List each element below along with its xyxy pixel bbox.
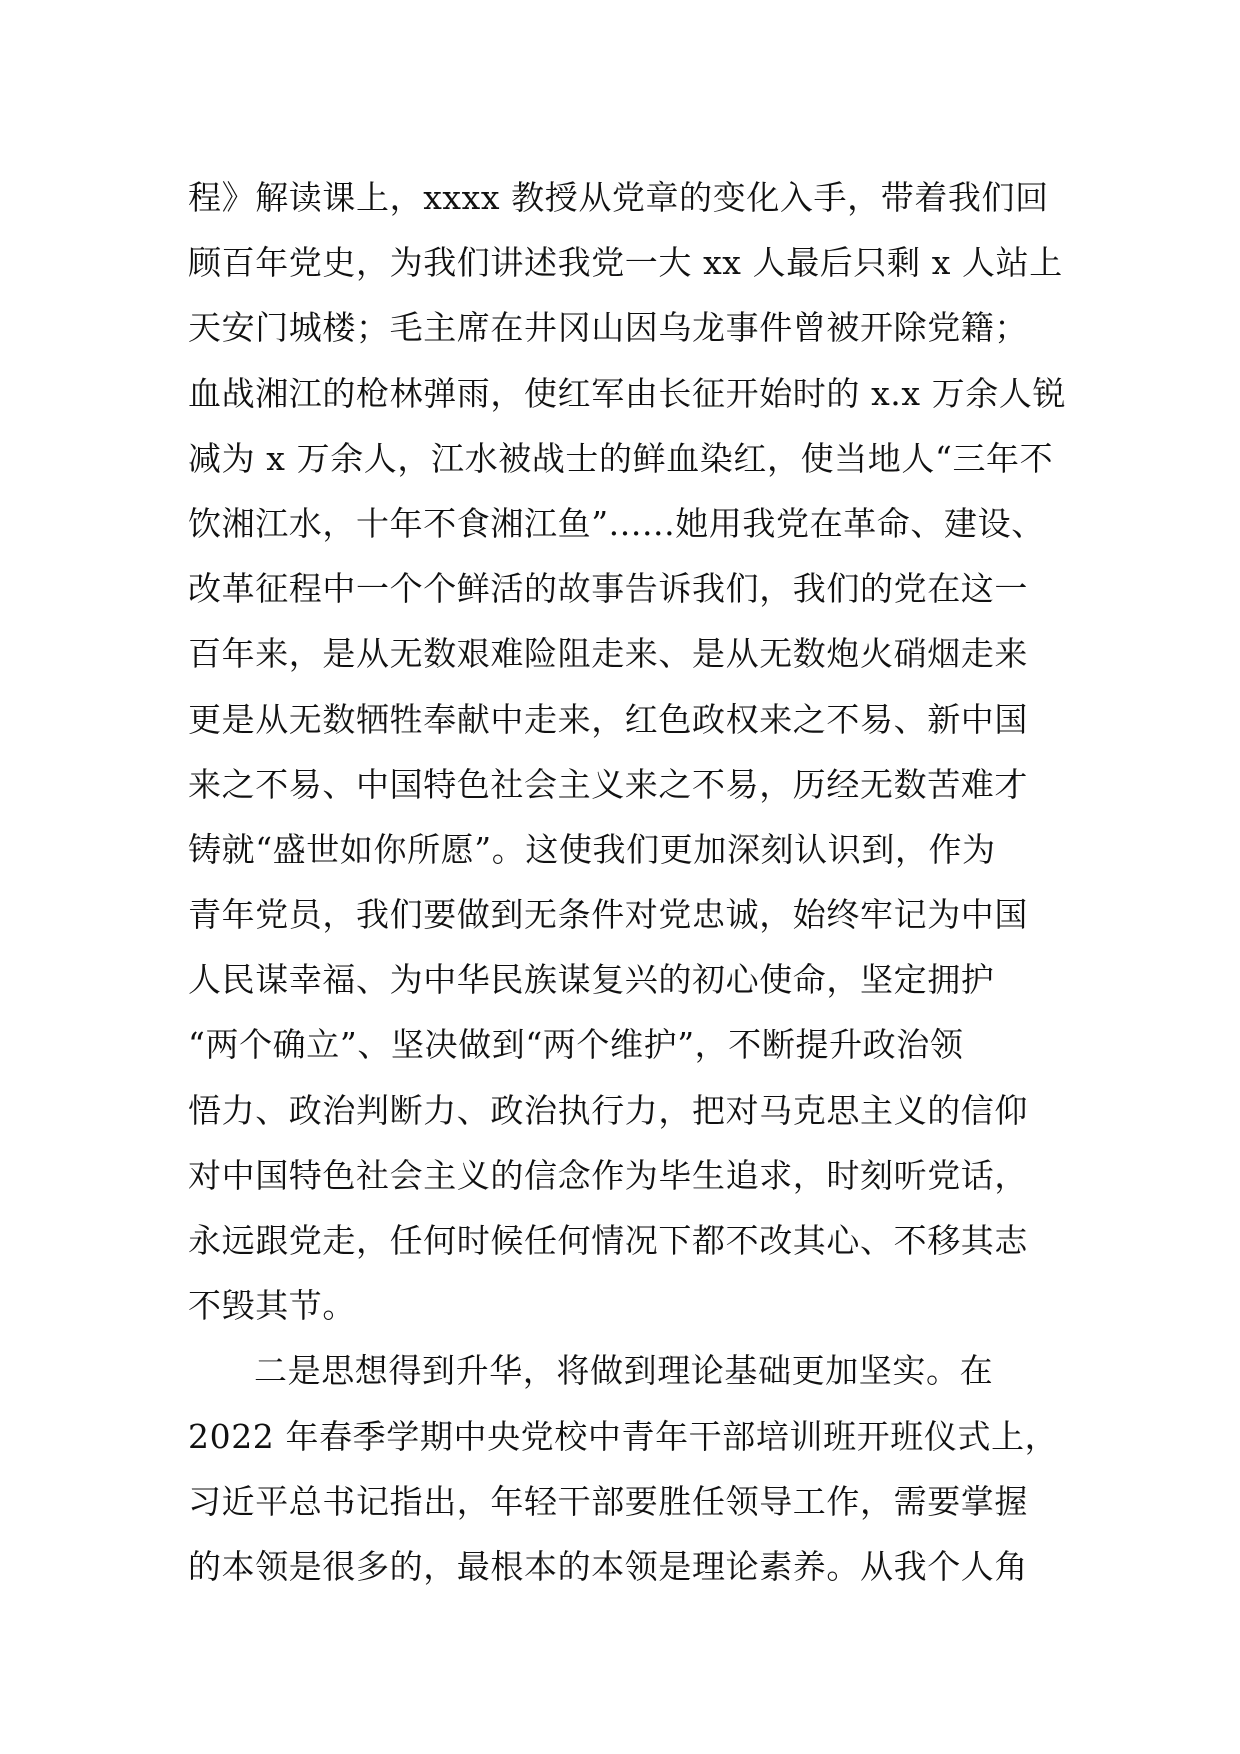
text-line: 青年党员，我们要做到无条件对党忠诚，始终牢记为中国	[188, 895, 1028, 935]
text-line: 天安门城楼；毛主席在井冈山因乌龙事件曾被开除党籍；	[188, 308, 1028, 348]
text-line: 人民谋幸福、为中华民族谋复兴的初心使命，坚定拥护	[188, 960, 995, 1000]
text-line: 的本领是很多的，最根本的本领是理论素养。从我个人角	[188, 1546, 1028, 1586]
text-line: 顾百年党史，为我们讲述我党一大 xx 人最后只剩 x 人站上	[188, 243, 1063, 283]
text-line: 百年来，是从无数艰难险阻走来、是从无数炮火硝烟走来	[188, 634, 1028, 674]
text-line: 改革征程中一个个鲜活的故事告诉我们，我们的党在这一	[188, 569, 1028, 609]
text-line: 2022 年春季学期中央党校中青年干部培训班开班仪式上，	[188, 1416, 1059, 1456]
document-body	[188, 165, 1067, 1599]
text-line: 永远跟党走，任何时候任何情况下都不改其心、不移其志	[188, 1221, 1028, 1260]
text-line: 更是从无数牺牲奉献中走来，红色政权来之不易、新中国	[188, 699, 1028, 739]
text-line: “两个确立”、坚决做到“两个维护”，不断提升政治领	[188, 1025, 964, 1065]
text-line: 不毁其节。	[188, 1286, 356, 1326]
text-line: 程》解读课上，xxxx 教授从党章的变化入手，带着我们回	[188, 178, 1049, 217]
text-line: 对中国特色社会主义的信念作为毕生追求，时刻听党话，	[188, 1155, 1028, 1195]
text-line: 血战湘江的枪林弹雨，使红军由长征开始时的 x.x 万余人锐	[188, 373, 1067, 413]
paragraph-first-line: 二是思想得到升华，将做到理论基础更加坚实。在	[254, 1351, 994, 1391]
text-line: 习近平总书记指出，年轻干部要胜任领导工作，需要掌握	[188, 1481, 1028, 1521]
text-line: 悟力、政治判断力、政治执行力，把对马克思主义的信仰	[188, 1090, 1028, 1130]
text-line: 铸就“盛世如你所愿”。这使我们更加深刻认识到，作为	[188, 829, 996, 869]
text-line: 来之不易、中国特色社会主义来之不易，历经无数苦难才	[188, 764, 1028, 804]
text-line: 饮湘江水，十年不食湘江鱼”......她用我党在革命、建设、	[188, 503, 1045, 543]
text-line: 减为 x 万余人，江水被战士的鲜血染红，使当地人“三年不	[188, 438, 1054, 478]
